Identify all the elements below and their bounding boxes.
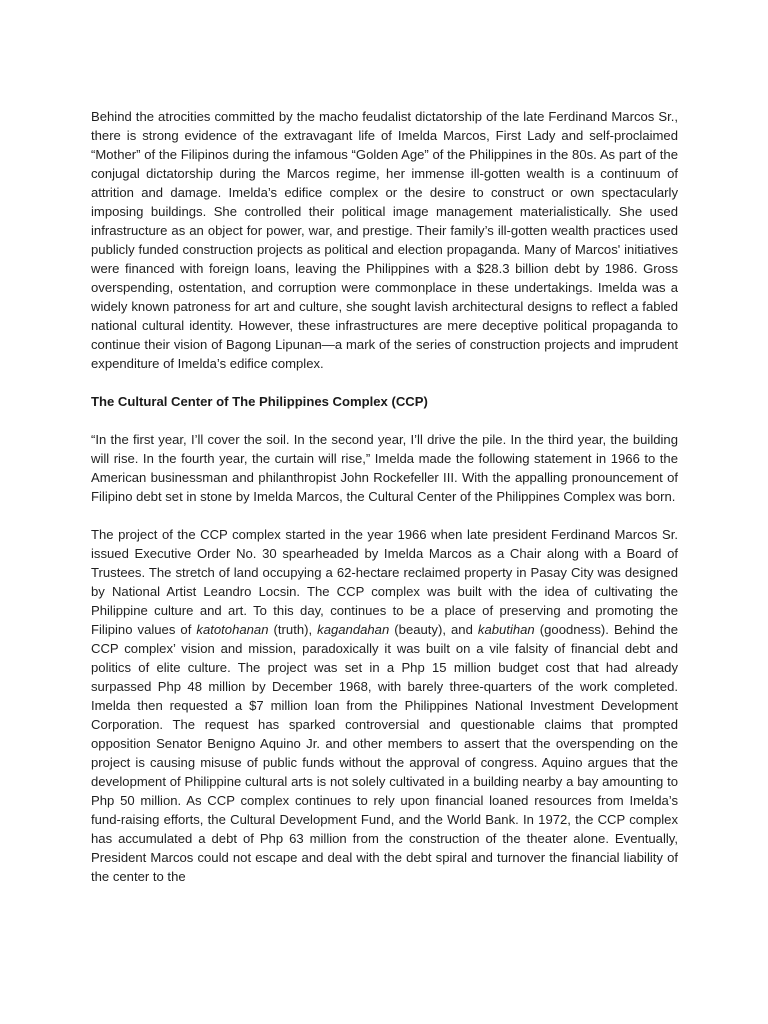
document-page — [91, 107, 678, 886]
term-katotohanan: katotohanan — [196, 622, 269, 637]
intro-paragraph: Behind the atrocities committed by the macho feudalist dictatorship of the late Ferdinand Marcos Sr., there is strong evidence of the extravagant life of Imelda Marcos, First Lady and self-proclaimed “Mother” of the Filipinos during the infamous “Golden Age” of the Philippines in the 80s. As part of the conjugal dictatorship during the Marcos regime, her immense ill-gotten wealth is a continuum of attrition and damage. Imelda’s edifice complex or the desire to construct or own spectacularly imposing buildings. She controlled their political image management materialistically. She used infrastructure as an object for power, war, and prestige. Their family’s ill-gotten wealth practices used publicly funded construction projects as political and election propaganda. Many of Marcos' initiatives were financed with foreign loans, leaving the Philippines with a $28.3 billion debt by 1986. Gross overspending, ostentation, and corruption were commonplace in these undertakings. Imelda was a widely known patroness for art and culture, she sought lavish architectural designs to reflect a fabled national cultural identity. However, these infrastructures are mere deceptive political propaganda to continue their vision of Bagong Lipunan—a mark of the series of construction projects and imprudent expenditure of Imelda’s edifice complex. — [91, 109, 678, 371]
term-kagandahan: kagandahan — [317, 622, 390, 637]
paragraph-text: (beauty), and — [389, 622, 478, 637]
paragraph-text: (goodness). Behind the CCP complex’ vision and mission, paradoxically it was built on a vile falsity of financial debt and politics of elite culture. The project was set in a Php 15 million budget cost that had already surpassed Php 48 million by December 1968, with barely three-quarters of the work completed. Imelda then requested a $7 million loan from the Philippines National Investment Development Corporation. The request has sparked controversial and questionable claims that prompted opposition Senator Benigno Aquino Jr. and other members to assert that the overspending on the project is causing misuse of public funds without the approval of congress. Aquino argues that the development of Philippine cultural arts is not solely cultivated in a building nearby a bay amounting to Php 50 million. As CCP complex continues to rely upon financial loaned resources from Imelda’s fund-raising efforts, the Cultural Development Fund, and the World Bank. In 1972, the CCP complex has accumulated a debt of Php 63 million from the construction of the theater alone. Eventually, President Marcos could not escape and deal with the debt spiral and turnover the financial liability of the center to the — [91, 622, 678, 884]
paragraph-text: (truth), — [268, 622, 318, 637]
paragraph-text: The project of the CCP complex started in the year 1966 when late president Ferdinand Marcos Sr. issued Executive Order No. 30 spearheaded by Imelda Marcos as a Chair along with a Board of Trustees. The stretch of land occupying a 62-hectare reclaimed property in Pasay City was designed by National Artist Leandro Locsin. The CCP complex was built with the idea of cultivating the Philippine culture and art. To this day, continues to be a place of preserving and promoting the Filipino values of — [91, 527, 678, 637]
term-kabutihan: kabutihan — [477, 622, 535, 637]
quote-paragraph: “In the first year, I’ll cover the soil. In the second year, I’ll drive the pile. In the third year, the building will rise. In the fourth year, the curtain will rise,” Imelda made the following statement in 1966 to the American businessman and philanthropist John Rockefeller III. With the appalling pronouncement of Filipino debt set in stone by Imelda Marcos, the Cultural Center of the Philippines Complex was born. — [91, 432, 678, 504]
section-heading: The Cultural Center of The Philippines Complex (CCP) — [91, 394, 428, 409]
ccp-history-paragraph — [91, 525, 678, 886]
